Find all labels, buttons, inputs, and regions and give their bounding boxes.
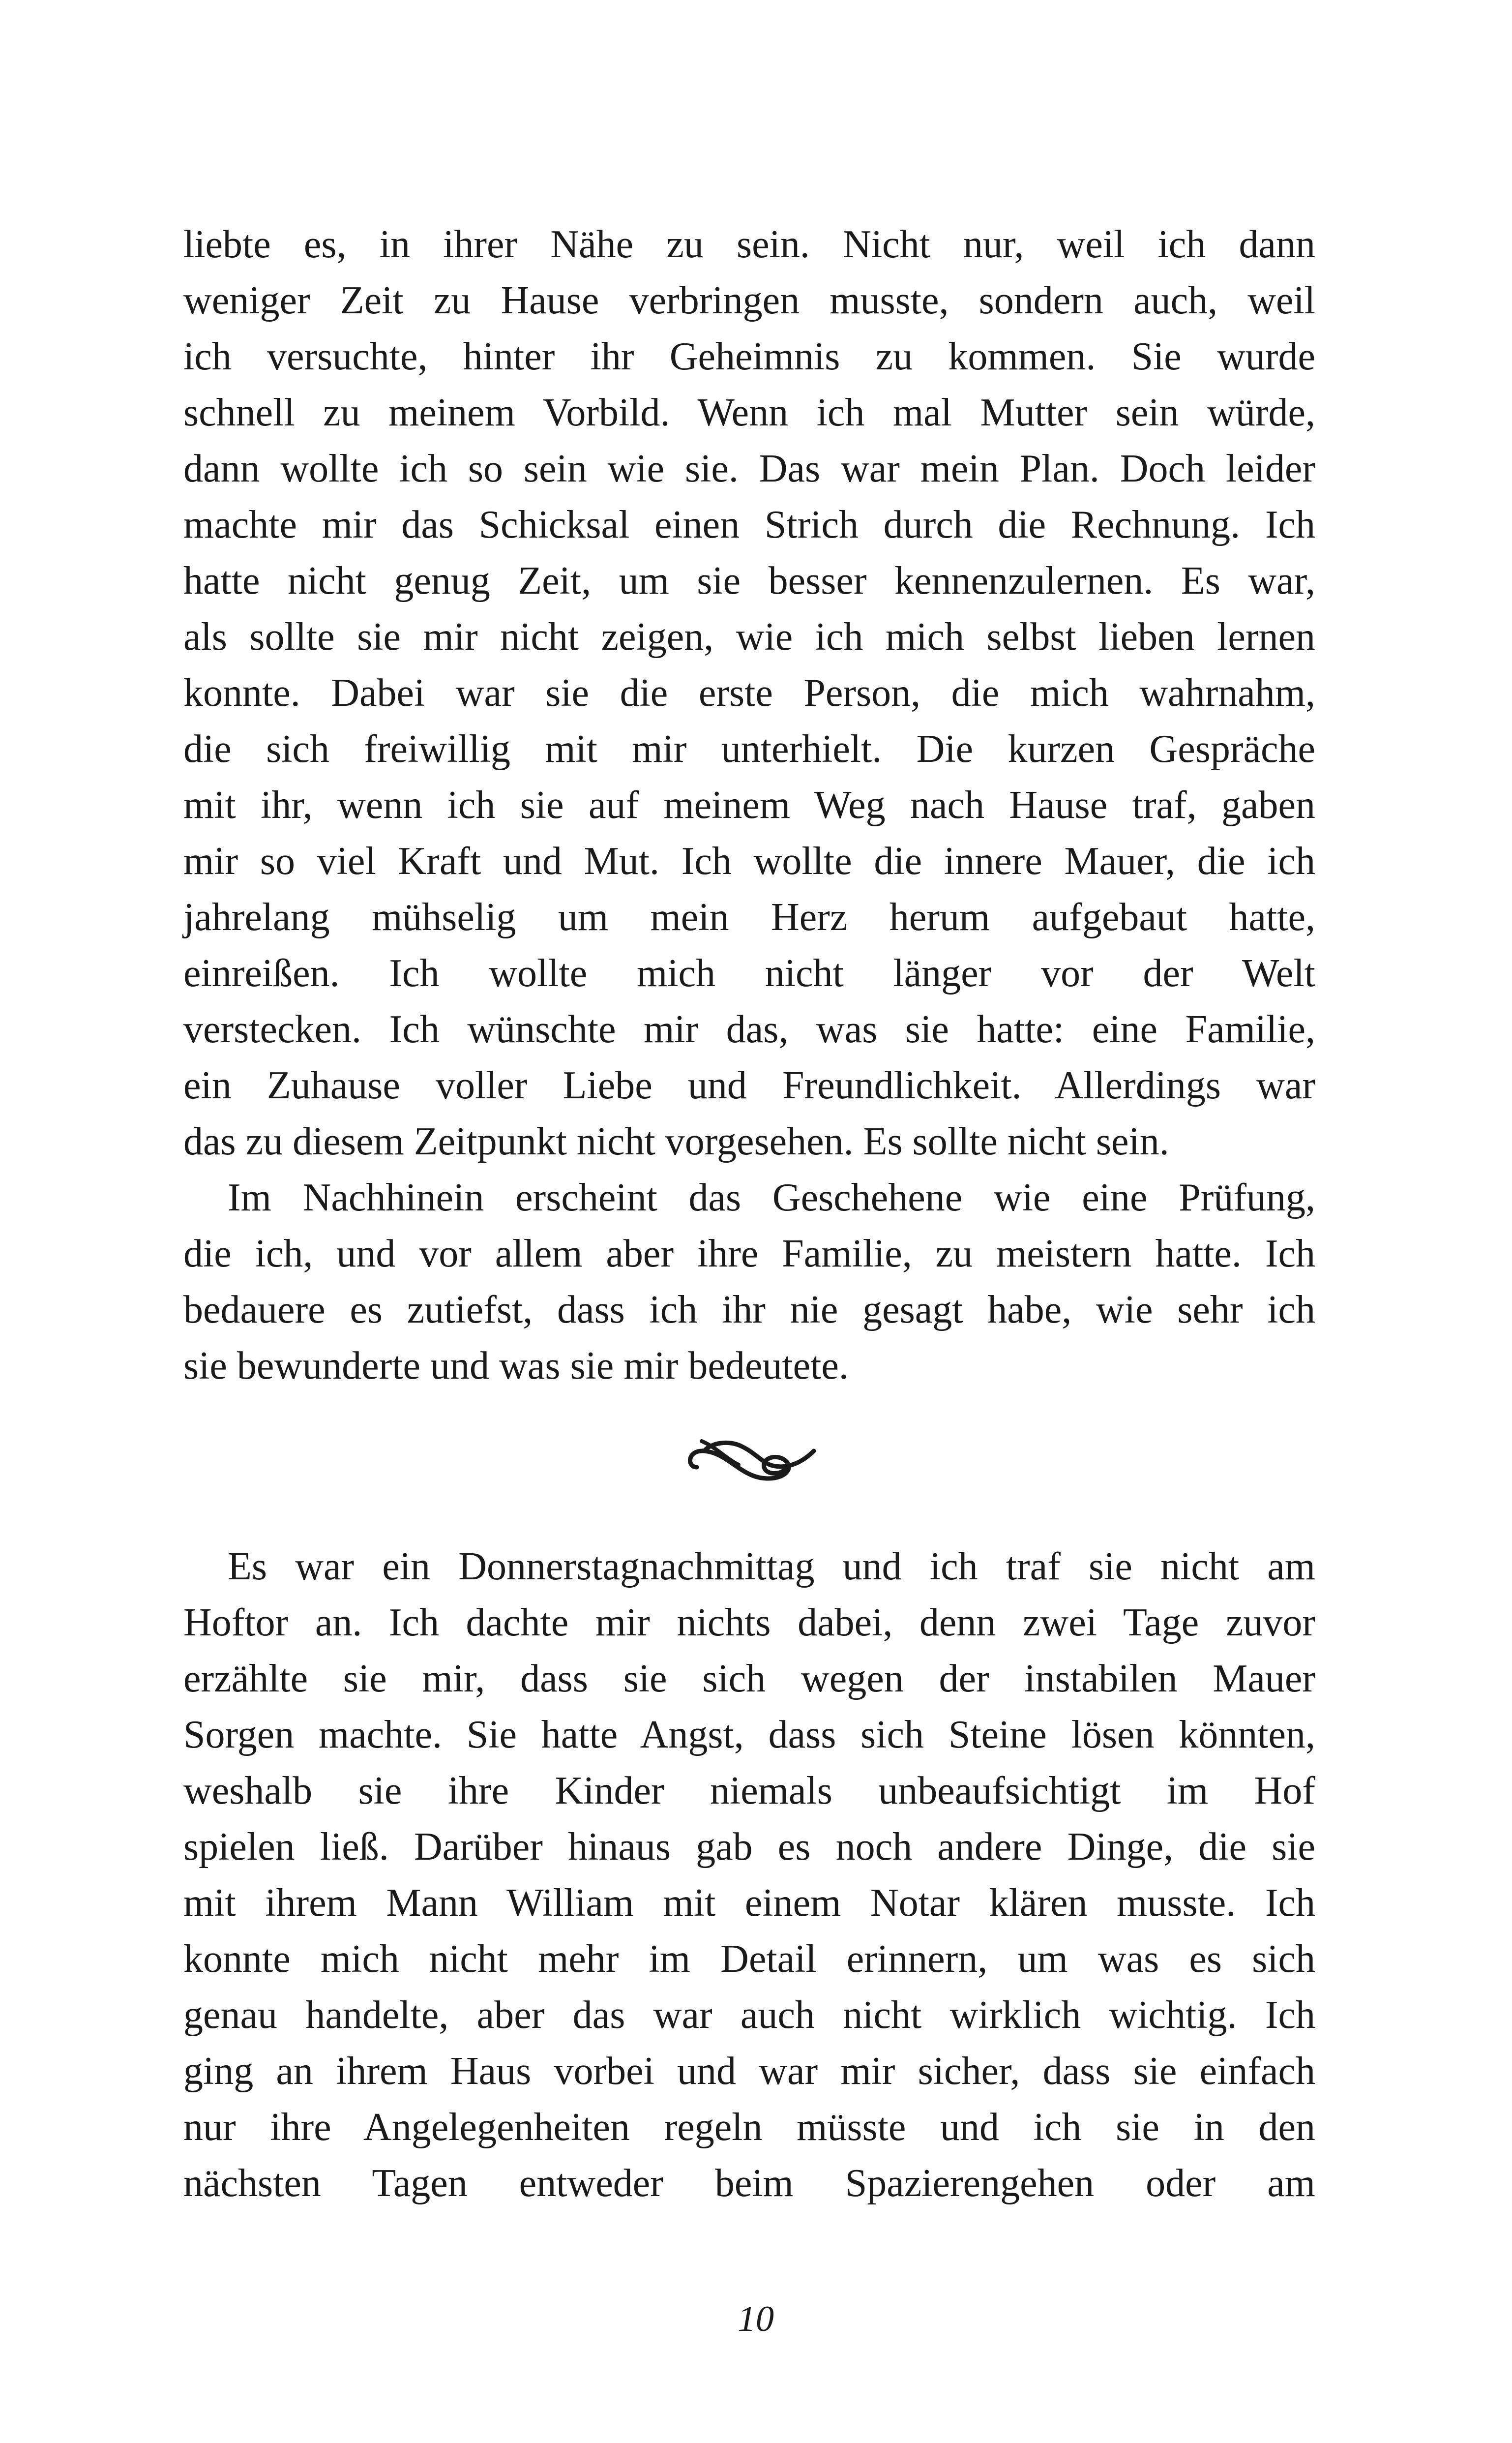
text-line: hatte nicht genug Zeit, um sie besser kennenzulernen. Es war,	[183, 559, 1315, 603]
text-line: ich versuchte, hinter ihr Geheimnis zu kommen. Sie wurde	[183, 335, 1315, 378]
text-line: bedauere es zutiefst, dass ich ihr nie gesagt habe, wie sehr ich	[183, 1288, 1315, 1331]
text-line: ging an ihrem Haus vorbei und war mir sicher, dass sie einfach	[183, 2050, 1315, 2093]
text-line: verstecken. Ich wünschte mir das, was sie hatte: eine Familie,	[183, 1008, 1315, 1051]
text-line: einreißen. Ich wollte mich nicht länger vor der Welt	[183, 952, 1315, 995]
text-line: machte mir das Schicksal einen Strich durch die Rechnung. Ich	[183, 503, 1315, 546]
text-line: Sorgen machte. Sie hatte Angst, dass sich Steine lösen könnten,	[183, 1713, 1315, 1756]
text-line: mit ihrem Mann William mit einem Notar klären musste. Ich	[183, 1881, 1315, 1925]
text-line: weniger Zeit zu Hause verbringen musste, sondern auch, weil	[183, 279, 1315, 322]
text-line: ein Zuhause voller Liebe und Freundlichkeit. Allerdings war	[183, 1064, 1315, 1107]
text-line: genau handelte, aber das war auch nicht wirklich wichtig. Ich	[183, 1993, 1315, 2037]
text-line: die sich freiwillig mit mir unterhielt. Die kurzen Gespräche	[183, 727, 1315, 771]
text-line: die ich, und vor allem aber ihre Familie, zu meistern hatte. Ich	[183, 1232, 1315, 1275]
text-line: dann wollte ich so sein wie sie. Das war mein Plan. Doch leider	[183, 447, 1315, 490]
text-line: mir so viel Kraft und Mut. Ich wollte die innere Mauer, die ich	[183, 840, 1315, 883]
text-line: nächsten Tagen entweder beim Spazierengehen oder am	[183, 2162, 1315, 2205]
fleuron-swash-icon	[682, 1420, 830, 1489]
text-line: nur ihre Angelegenheiten regeln müsste und ich sie in den	[183, 2106, 1315, 2149]
text-line: Hoftor an. Ich dachte mir nichts dabei, denn zwei Tage zuvor	[183, 1601, 1315, 1644]
text-line: liebte es, in ihrer Nähe zu sein. Nicht nur, weil ich dann	[183, 223, 1315, 266]
text-line: als sollte sie mir nicht zeigen, wie ich mich selbst lieben lernen	[183, 615, 1315, 659]
text-line: sie bewunderte und was sie mir bedeutete.	[183, 1344, 849, 1387]
page-number: 10	[738, 2299, 774, 2339]
text-line: jahrelang mühselig um mein Herz herum aufgebaut hatte,	[183, 896, 1315, 939]
text-line: das zu diesem Zeitpunkt nicht vorgesehen. Es sollte nicht sein.	[183, 1120, 1169, 1163]
text-line: Im Nachhinein erscheint das Geschehene wie eine Prüfung,	[228, 1176, 1315, 1219]
text-line: konnte. Dabei war sie die erste Person, die mich wahrnahm,	[183, 671, 1315, 715]
text-line: erzählte sie mir, dass sie sich wegen der instabilen Mauer	[183, 1657, 1315, 1700]
text-line: Es war ein Donnerstagnachmittag und ich traf sie nicht am	[228, 1545, 1315, 1588]
text-line: mit ihr, wenn ich sie auf meinem Weg nach Hause traf, gaben	[183, 784, 1315, 827]
text-line: schnell zu meinem Vorbild. Wenn ich mal Mutter sein würde,	[183, 391, 1315, 434]
text-line: konnte mich nicht mehr im Detail erinnern, um was es sich	[183, 1937, 1315, 1981]
text-line: weshalb sie ihre Kinder niemals unbeaufsichtigt im Hof	[183, 1769, 1315, 1812]
text-line: spielen ließ. Darüber hinaus gab es noch andere Dinge, die sie	[183, 1825, 1315, 1869]
